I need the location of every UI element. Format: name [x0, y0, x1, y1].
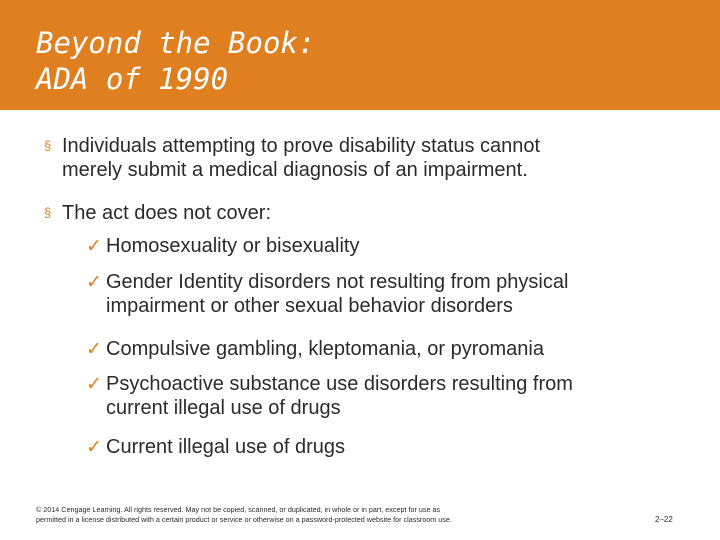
subbullet-text-2-line-1: Gender Identity disorders not resulting from physical — [106, 271, 569, 293]
bullet-text-1-line-2: merely submit a medical diagnosis of an impairment. — [62, 159, 528, 181]
bullet-marker-icon: § — [44, 138, 52, 153]
slide-title-line-1: Beyond the Book: — [36, 26, 316, 60]
copyright-notice — [36, 505, 636, 525]
subbullet-item-3 — [86, 337, 544, 361]
subbullet-text-1-line-1: Homosexuality or bisexuality — [106, 235, 360, 257]
title-bar — [0, 0, 720, 110]
subbullet-item-2 — [86, 270, 568, 318]
checkmark-icon: ✓ — [86, 235, 102, 257]
slide-title-line-2: ADA of 1990 — [36, 62, 229, 96]
page-number: 2–22 — [655, 515, 673, 524]
subbullet-text-2-line-2: impairment or other sexual behavior disorders — [106, 295, 513, 317]
subbullet-item-1 — [86, 234, 359, 258]
checkmark-icon: ✓ — [86, 373, 102, 395]
subbullet-text-3-line-1: Compulsive gambling, kleptomania, or pyromania — [106, 338, 544, 360]
bullet-marker-icon: § — [44, 205, 52, 220]
bullet-item-2 — [44, 201, 271, 225]
subbullet-text-4-line-1: Psychoactive substance use disorders resulting from — [106, 373, 573, 395]
checkmark-icon: ✓ — [86, 436, 102, 458]
copyright-line-1: © 2014 Cengage Learning. All rights reserved. May not be copied, scanned, or duplicated, in whole or in part, except for use as — [36, 505, 441, 514]
checkmark-icon: ✓ — [86, 271, 102, 293]
subbullet-text-5-line-1: Current illegal use of drugs — [106, 436, 346, 458]
bullet-item-1 — [44, 134, 540, 182]
subbullet-text-4-line-2: current illegal use of drugs — [106, 397, 341, 419]
copyright-line-2: permitted in a license distributed with a certain product or service or otherwise on a password-protected website for classroom use. — [36, 515, 452, 524]
checkmark-icon: ✓ — [86, 338, 102, 360]
bullet-text-1-line-1: Individuals attempting to prove disability status cannot — [62, 135, 541, 157]
subbullet-item-4 — [86, 372, 573, 420]
bullet-text-2-line-1: The act does not cover: — [62, 202, 272, 224]
subbullet-item-5 — [86, 435, 345, 459]
